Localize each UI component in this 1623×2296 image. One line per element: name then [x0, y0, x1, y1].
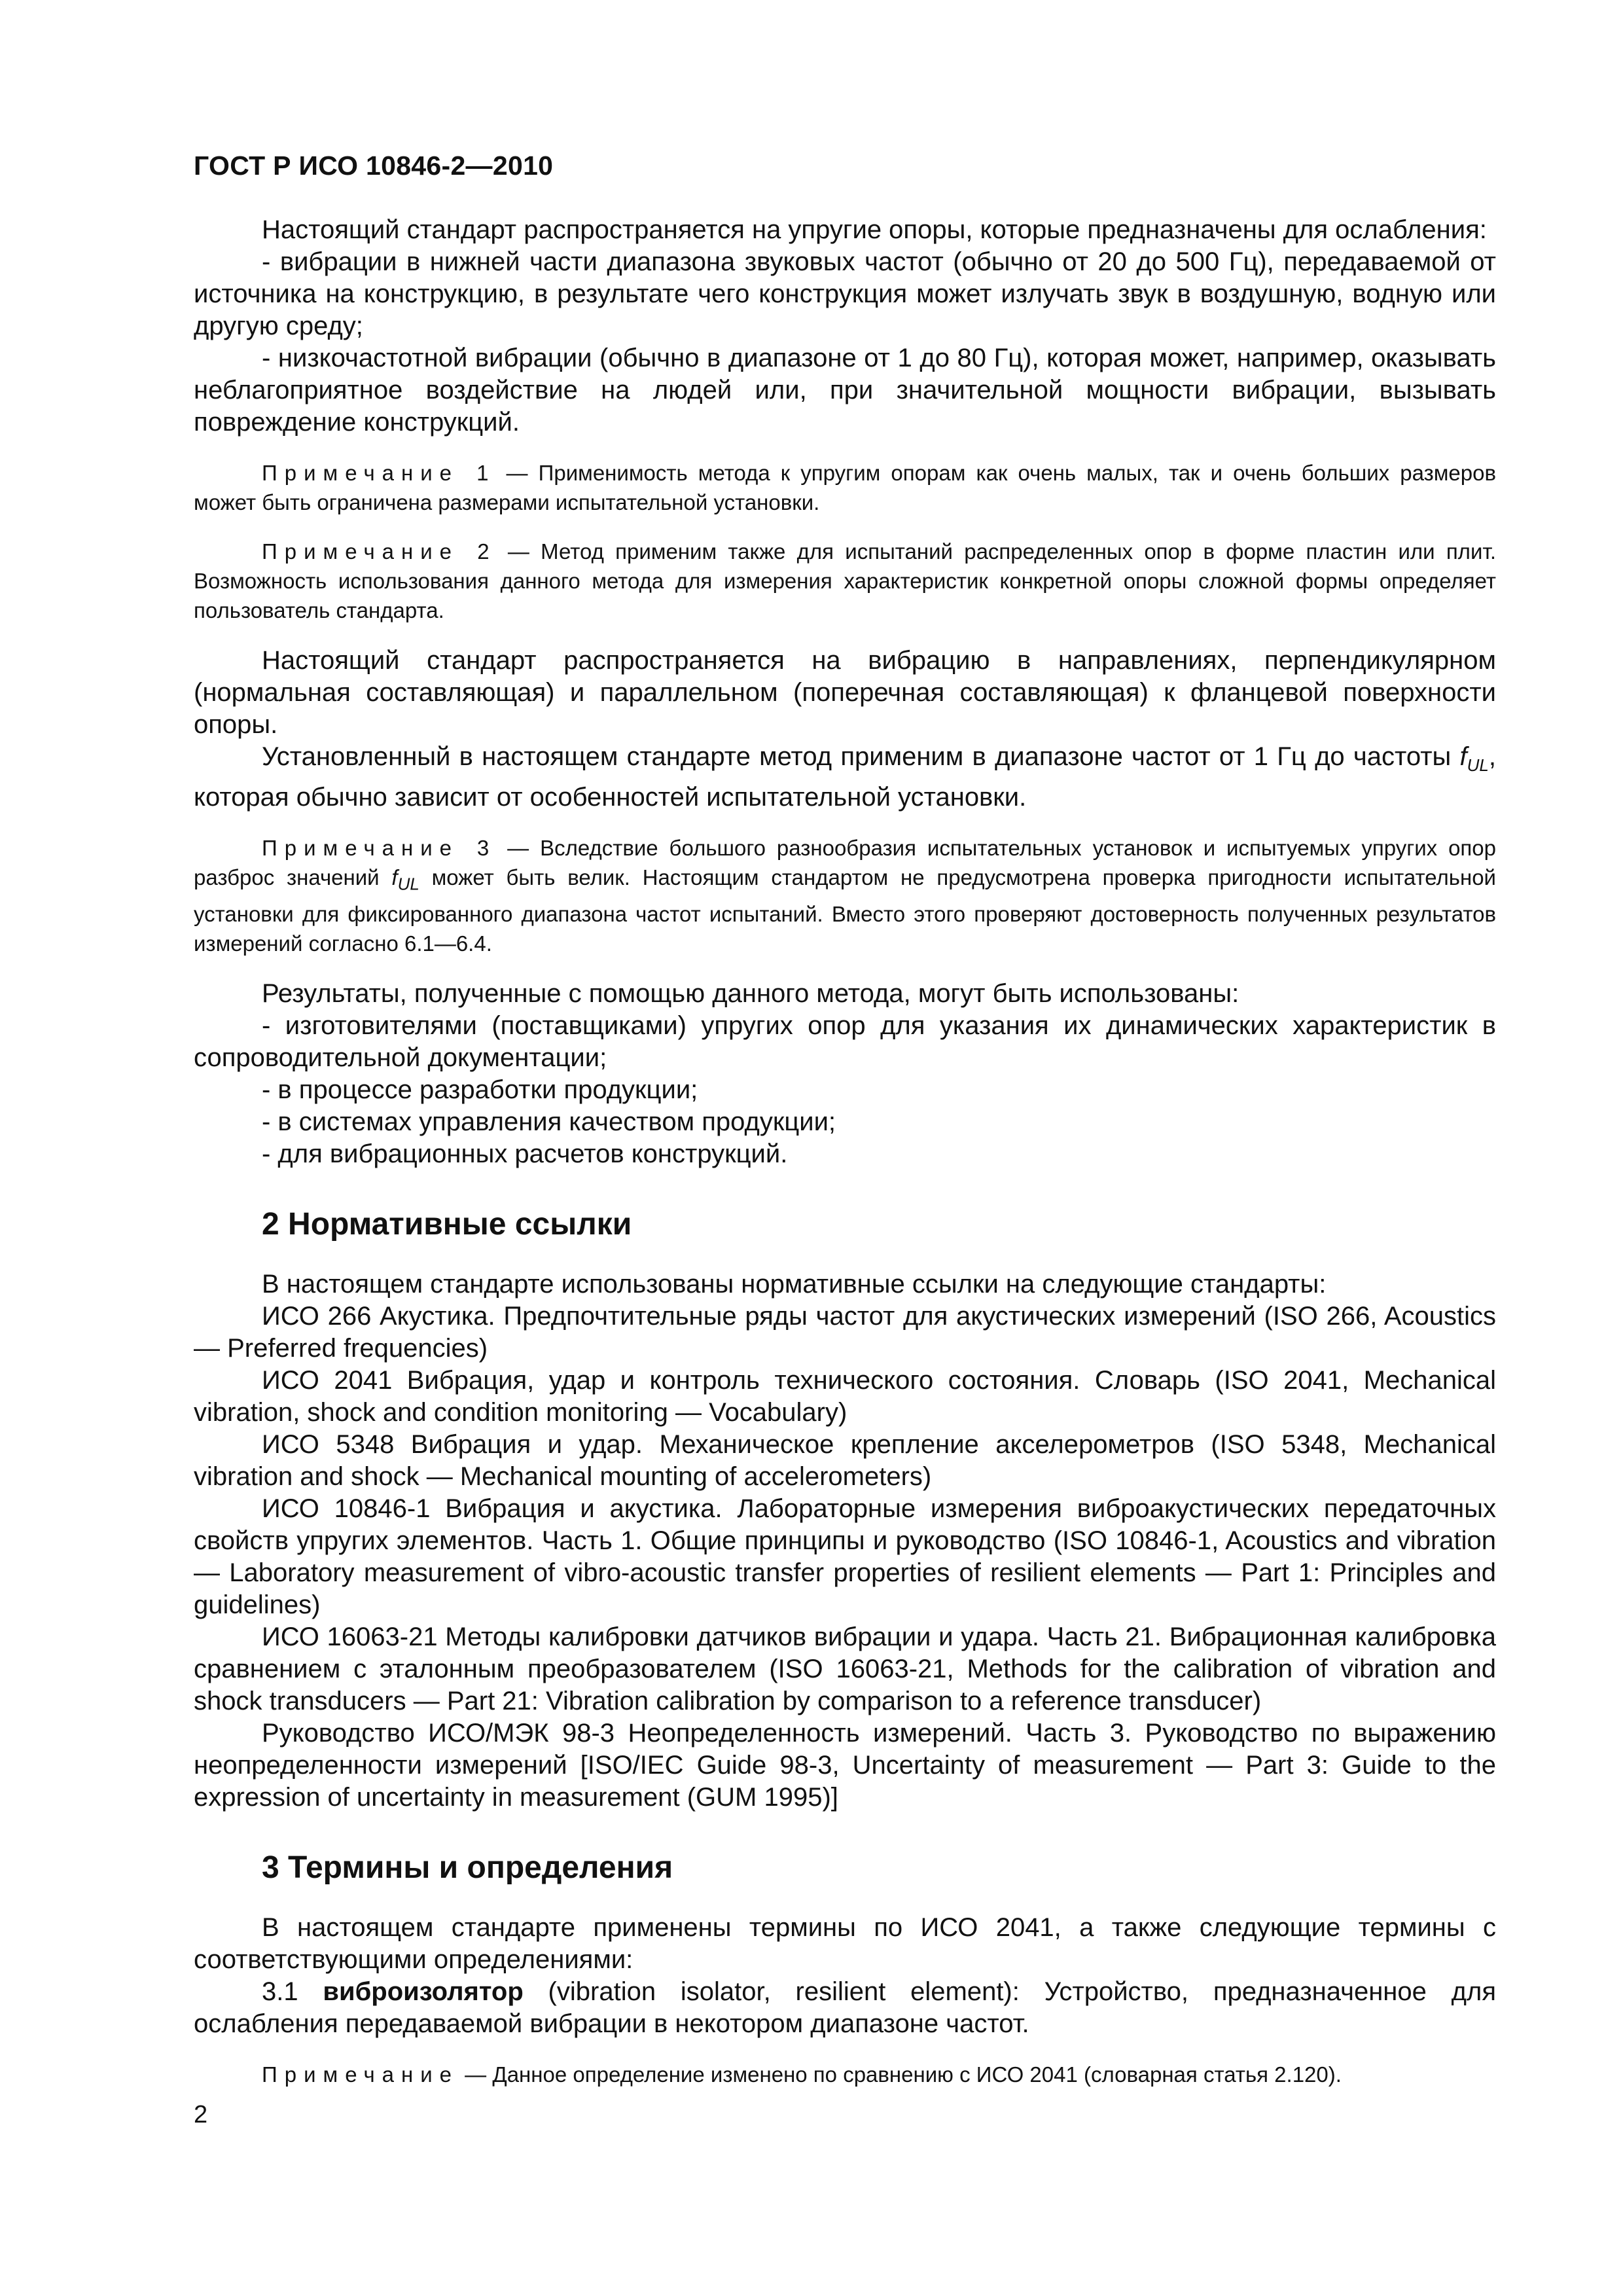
- term-number: 3.1: [262, 1977, 323, 2006]
- note-2-label: Примечание 2: [262, 539, 497, 564]
- section-2-heading: 2 Нормативные ссылки: [262, 1206, 632, 1242]
- section-3-heading: 3 Термины и определения: [262, 1850, 673, 1885]
- note-2: [194, 537, 1496, 625]
- term-3-1: [194, 1976, 1496, 2040]
- scope-paragraph-frequency-range: [194, 741, 1496, 814]
- note-3-text-a: — Вследствие большого разнообразия испытательных установок и испытуемых упругих опор разброс значений: [194, 836, 1497, 889]
- note-3: [194, 833, 1496, 958]
- reference-iso-266: ИСО 266 Акустика. Предпочтительные ряды частот для акустических измерений (ISO 266, Acoustics — Preferred frequencies): [194, 1301, 1496, 1363]
- page-content: [194, 151, 1496, 2089]
- document-header: ГОСТ Р ИСО 10846-2—2010: [194, 151, 554, 181]
- range-text-b: , которая обычно зависит от особенностей испытательной установки.: [194, 742, 1496, 812]
- note-3-f-subscript: UL: [397, 874, 419, 894]
- note-3-f-symbol: f: [391, 865, 398, 889]
- reference-iso-16063-21: ИСО 16063-21 Методы калибровки датчиков вибрации и удара. Часть 21. Вибрационная калибровка сравнением с эталонным преобразователем (ISO 16063-21, Methods for the calibration of vibration and shock transducers — Part 21: Vibration calibration by comparison to a reference transducer): [194, 1622, 1496, 1715]
- term-name: виброизолятор: [323, 1977, 524, 2006]
- reference-iso-iec-guide-98-3: Руководство ИСО/МЭК 98-3 Неопределенность измерений. Часть 3. Руководство по выражению неопределенности измерений [ISO/IEC Guide 98-3, Uncertainty of measurement — Part 3: Guide to the expression of uncertainty in measurement (GUM 1995)]: [194, 1718, 1496, 1812]
- reference-iso-2041: ИСО 2041 Вибрация, удар и контроль технического состояния. Словарь (ISO 2041, Mechanical vibration, shock and condition monitoring — Vocabulary): [194, 1365, 1496, 1427]
- scope-paragraph-directions: Настоящий стандарт распространяется на вибрацию в направлениях, перпендикулярном (нормальная составляющая) и параллельном (поперечная составляющая) к фланцевой поверхности опоры.: [194, 646, 1496, 739]
- reference-iso-10846-1: ИСО 10846-1 Вибрация и акустика. Лабораторные измерения виброакустических передаточных свойств упругих элементов. Часть 1. Общие принципы и руководство (ISO 10846-1, Acoustics and vibration — Laboratory measurement of vibro-acoustic transfer properties of resilient elements — Part 1: Principles and guidelines): [194, 1494, 1496, 1619]
- page-number: 2: [194, 2101, 208, 2128]
- scope-list-item-low-frequency: - низкочастотной вибрации (обычно в диапазоне от 1 до 80 Гц), которая может, например, оказывать неблагоприятное воздействие на людей или, при значительной мощности вибрации, вызывать повреждение конструкций.: [194, 344, 1496, 437]
- term-definition: (vibration isolator, resilient element): Устройство, предназначенное для ослабления передаваемой вибрации в некотором диапазоне частот.: [194, 1977, 1497, 2038]
- results-usage-item-calculations: - для вибрационных расчетов конструкций.: [262, 1139, 788, 1168]
- scope-list-item-sound: - вибрации в нижней части диапазона звуковых частот (обычно от 20 до 500 Гц), передаваемой от источника на конструкцию, в результате чего конструкция может излучать звук в воздушную, водную или другую среду;: [194, 247, 1496, 340]
- normative-references-intro: В настоящем стандарте использованы нормативные ссылки на следующие стандарты:: [262, 1269, 1327, 1299]
- scope-paragraph-1: Настоящий стандарт распространяется на упругие опоры, которые предназначены для ослабления:: [262, 215, 1487, 244]
- note-2-text: — Метод применим также для испытаний распределенных опор в форме пластин или плит. Возможность использования данного метода для измерения характеристик конкретной опоры сложной формы определяет пользователь стандарта.: [194, 539, 1497, 622]
- note-1-text: — Применимость метода к упругим опорам как очень малых, так и очень больших размеров может быть ограничена размерами испытательной установки.: [194, 461, 1496, 514]
- results-usage-paragraph: Результаты, полученные с помощью данного метода, могут быть использованы:: [262, 978, 1240, 1008]
- term-note: [194, 2060, 1496, 2089]
- term-note-text: — Данное определение изменено по сравнению с ИСО 2041 (словарная статья 2.120).: [459, 2062, 1342, 2087]
- range-text-a: Установленный в настоящем стандарте метод применим в диапазоне частот от 1 Гц до частоты: [262, 742, 1460, 771]
- results-usage-item-manufacturers: - изготовителями (поставщиками) упругих опор для указания их динамических характеристик в сопроводительной документации;: [194, 1011, 1496, 1072]
- note-1: [194, 458, 1496, 517]
- note-3-label: Примечание 3: [262, 836, 497, 860]
- note-1-label: Примечание 1: [262, 461, 496, 485]
- f-symbol: f: [1459, 742, 1467, 771]
- results-usage-item-quality: - в системах управления качеством продукции;: [262, 1107, 836, 1136]
- term-note-label: Примечание: [262, 2062, 459, 2087]
- f-subscript: UL: [1467, 755, 1489, 775]
- note-3-text-b: может быть велик. Настоящим стандартом не предусмотрена проверка пригодности испытательной установки для фиксированного диапазона частот испытаний. Вместо этого проверяют достоверность полученных результатов измерений согласно 6.1—6.4.: [194, 865, 1496, 956]
- reference-iso-5348: ИСО 5348 Вибрация и удар. Механическое крепление акселерометров (ISO 5348, Mechanical vibration and shock — Mechanical mounting of accelerometers): [194, 1429, 1496, 1491]
- terms-intro: В настоящем стандарте применены термины по ИСО 2041, а также следующие термины с соответствующими определениями:: [194, 1912, 1496, 1974]
- results-usage-item-development: - в процессе разработки продукции;: [262, 1075, 698, 1104]
